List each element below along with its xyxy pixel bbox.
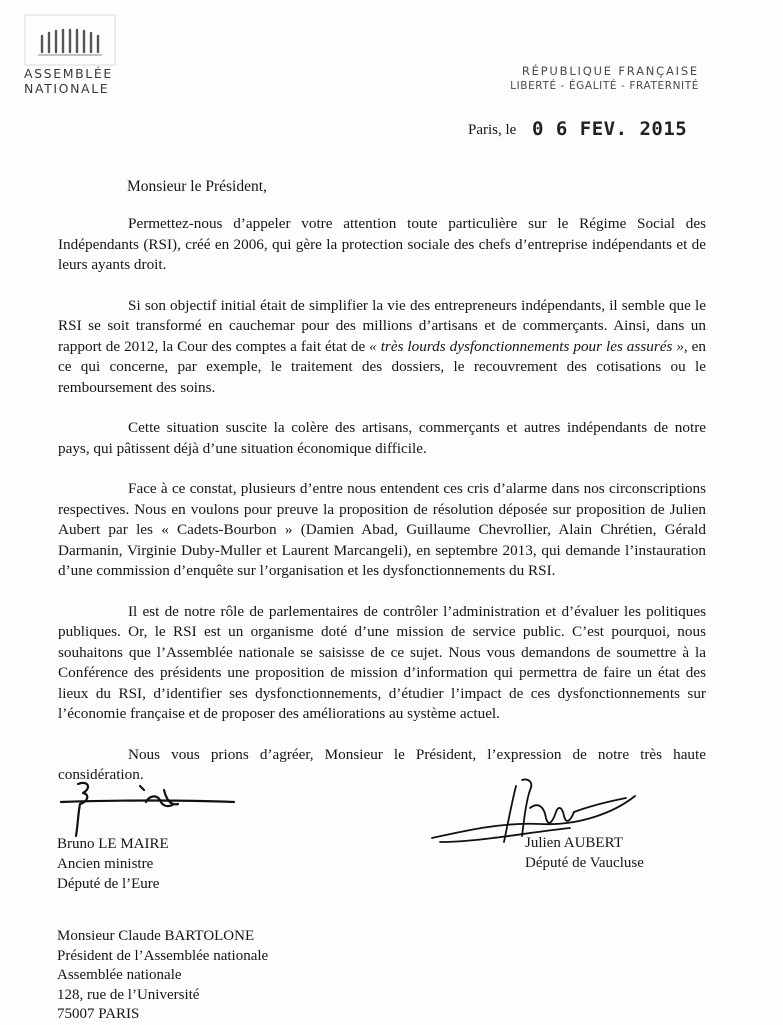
republique-header bbox=[510, 63, 699, 94]
recipient-address bbox=[57, 927, 268, 1025]
signatory-name: Julien AUBERT bbox=[525, 835, 623, 851]
cour-des-comptes-quote: « très lourds dysfonctionnements pour les assurés » bbox=[369, 337, 684, 355]
signatory-constituency: Député de l’Eure bbox=[57, 876, 160, 892]
signatory-title: Ancien ministre bbox=[57, 856, 154, 872]
paragraph-4: Face à ce constat, plusieurs d’entre nous entendent ces cris d’alarme dans nos circonscriptions respectives. Nous en voulons pour preuve la proposition de résolution déposée sur proposition de Julien Aubert par les « Cadets-Bourbon » (Damien Abad, Guillaume Chevrollier, Alain Chrétien, Gérald Darmanin, Virginie Duby-Muller et Laurent Marcangeli), en septembre 2013, qui demande l’instauration d’une commission d’enquête sur l’organisation et les dysfonctionnements du RSI. bbox=[58, 480, 706, 579]
recipient-line: Monsieur Claude BARTOLONE bbox=[57, 928, 255, 944]
republic-motto: LIBERTÉ - ÉGALITÉ - FRATERNITÉ bbox=[510, 80, 699, 92]
recipient-line: 128, rue de l’Université bbox=[57, 986, 200, 1003]
paragraph-2-before: Si son objectif initial était de simplifier la vie des entrepreneurs indépendants, il semble que le RSI se soit transformé en cauchemar pour des millions d’artisans et de commerçants. Ainsi, dans un rapport de 2012, la Cour des comptes a fait état de bbox=[58, 296, 706, 355]
logo-text-line-1: ASSEMBLÉE bbox=[24, 66, 113, 81]
paragraph-closing: Nous vous prions d’agréer, Monsieur le Président, l’expression de notre très haute considération. bbox=[58, 745, 706, 783]
logo-text-line-2: NATIONALE bbox=[24, 81, 110, 96]
republic-title: RÉPUBLIQUE FRANÇAISE bbox=[521, 64, 699, 78]
salutation: Monsieur le Président, bbox=[127, 178, 267, 195]
date-stamp: 0 6 FEV. 2015 bbox=[532, 118, 688, 140]
date-place: Paris, le bbox=[468, 122, 517, 138]
signature-le-maire bbox=[56, 778, 246, 838]
signatory-le-maire bbox=[57, 834, 169, 894]
paragraph-3: Cette situation suscite la colère des artisans, commerçants et autres indépendants de notre pays, qui pâtissent déjà d’une situation économique difficile. bbox=[58, 419, 706, 457]
paragraph-5: Il est de notre rôle de parlementaires de contrôler l’administration et d’évaluer les politiques publiques. Or, le RSI est un organisme doté d’une mission de service public. C’est pourquoi, nous souhaitons que l’Assemblée nationale se saisisse de ce sujet. Nous vous demandons de soumettre à la Conférence des présidents une proposition de mission d’information qui permettra de faire un état des lieux du RSI, d’identifier ses dysfonctionnements, d’étudier l’impact de ces dysfonctionnements sur l’économie française et de proposer des améliorations au système actuel. bbox=[58, 602, 706, 722]
signatory-constituency: Député de Vaucluse bbox=[525, 855, 644, 871]
signatory-aubert bbox=[525, 833, 644, 873]
recipient-line: 75007 PARIS bbox=[57, 1006, 140, 1022]
assemblee-nationale-logo bbox=[22, 14, 122, 96]
letter-body bbox=[58, 214, 706, 786]
recipient-line: Président de l’Assemblée nationale bbox=[57, 947, 269, 964]
handwritten-signature-left bbox=[56, 778, 246, 838]
signatory-name: Bruno LE MAIRE bbox=[57, 836, 169, 852]
paragraph-2 bbox=[58, 296, 706, 399]
recipient-line: Assemblée nationale bbox=[57, 967, 182, 983]
parliament-emblem-icon bbox=[24, 14, 116, 66]
paragraph-1: Permettez-nous d’appeler votre attention toute particulière sur le Régime Social des Indépendants (RSI), créé en 2006, qui gère la protection sociale des chefs d’entreprise indépendants et de leurs ayants droit. bbox=[58, 215, 706, 273]
paragraph-2-after: , en ce qui concerne, par exemple, le traitement des dossiers, le recouvrement des cotisations ou le remboursement des soins. bbox=[58, 337, 706, 396]
